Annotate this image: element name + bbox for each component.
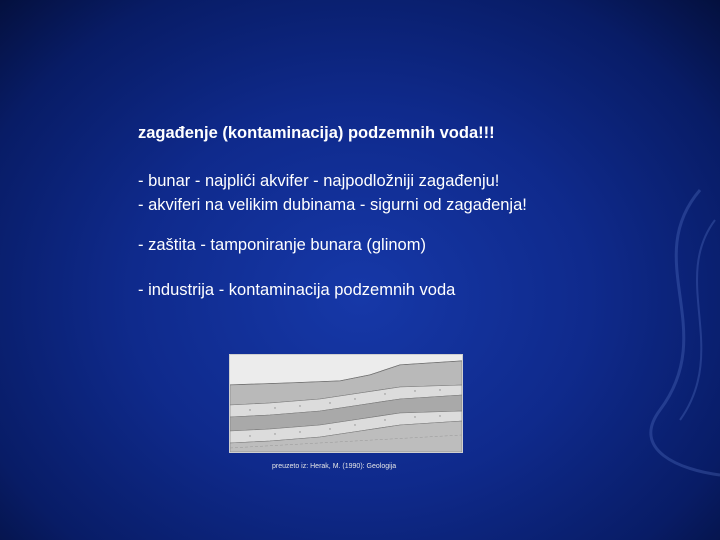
bullet-protection: - zaštita - tamponiranje bunara (glinom) [138, 236, 426, 254]
bullet-industry: - industrija - kontaminacija podzemnih voda [138, 281, 456, 299]
image-source-caption: preuzeto iz: Herak, M. (1990): Geologija [272, 463, 397, 470]
aquifer-cross-section-image [229, 354, 463, 453]
background-swirl-decoration [520, 180, 720, 480]
slide-title: zagađenje (kontaminacija) podzemnih voda!!! [138, 124, 495, 142]
bullet-shallow-well: - bunar - najplići akvifer - najpodložniji zagađenju! [138, 172, 500, 190]
bullet-deep-aquifers: - akviferi na velikim dubinama - sigurni od zagađenja! [138, 196, 527, 214]
